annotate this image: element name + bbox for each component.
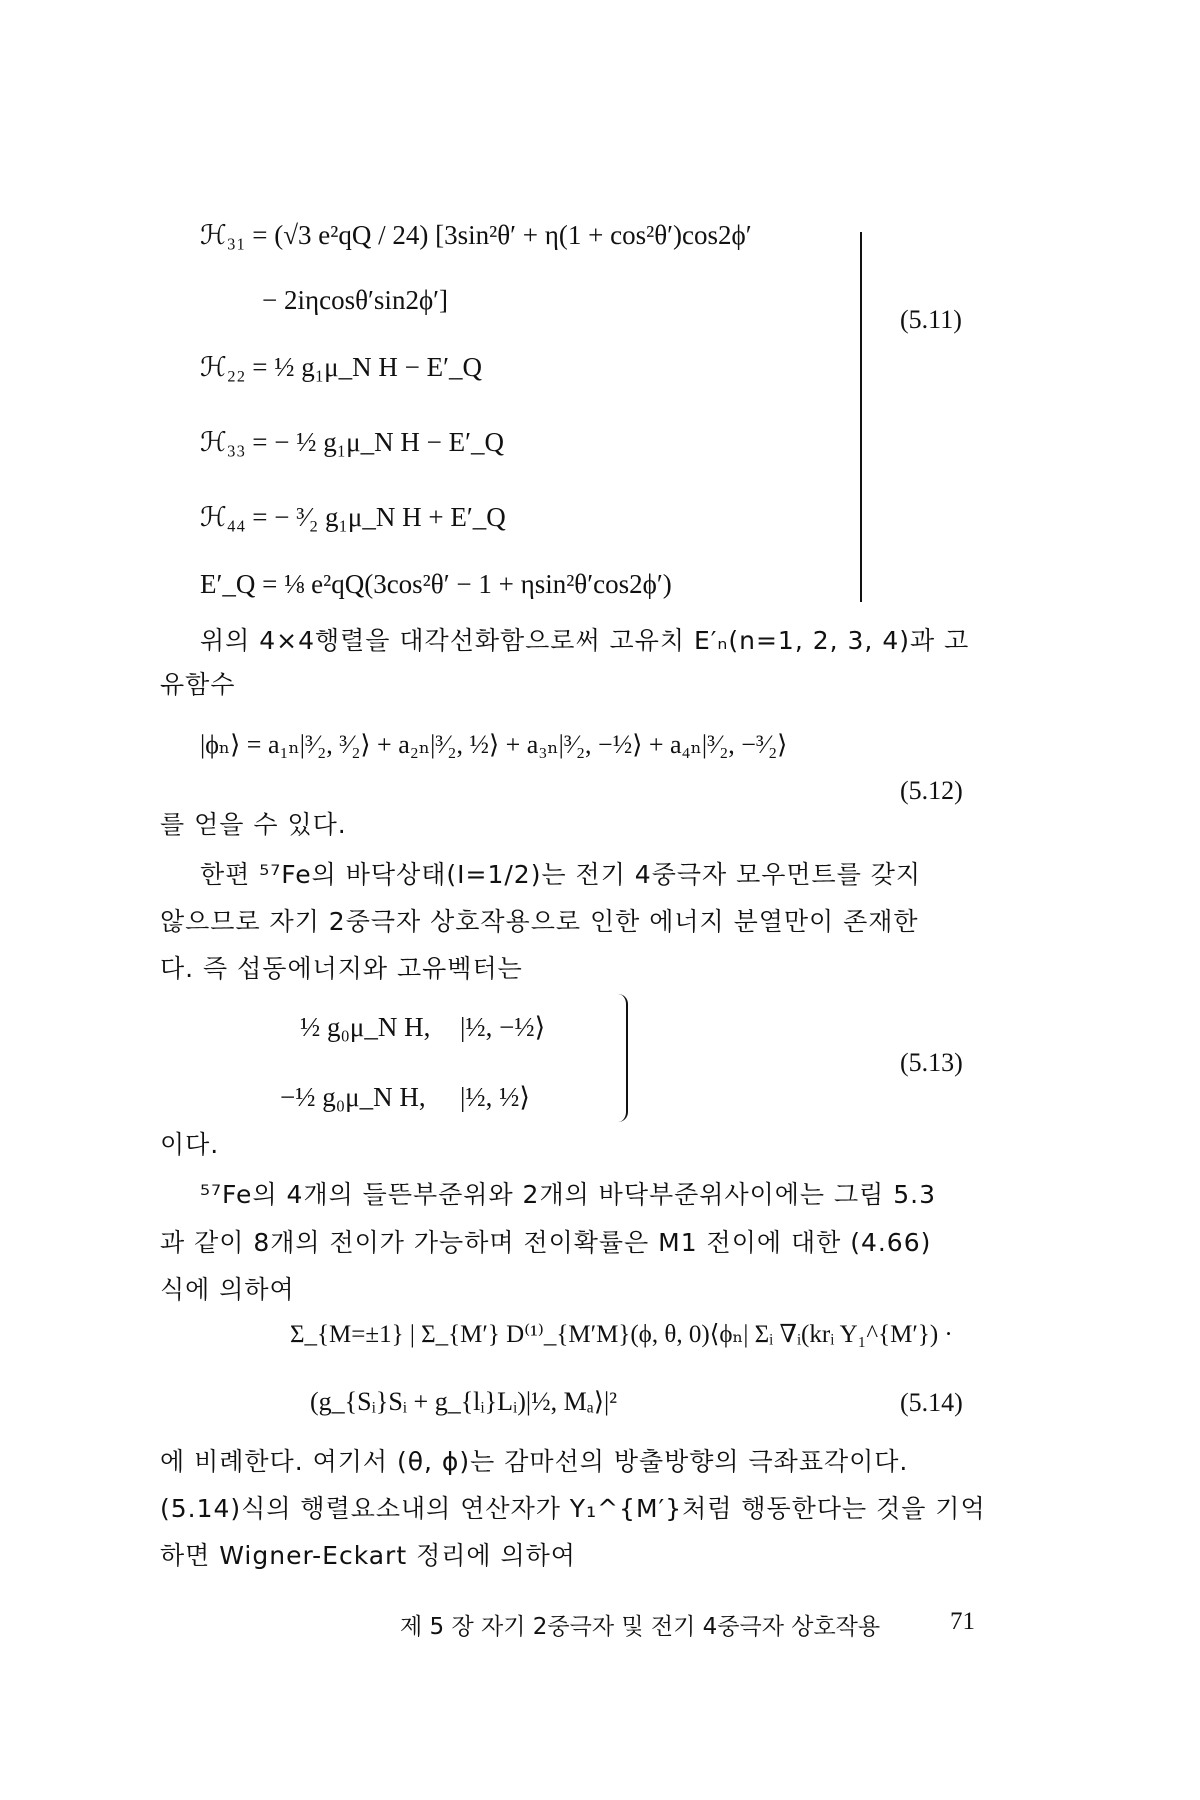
paragraph-6-line-3: 하면 Wigner-Eckart 정리에 의하여 [160, 1541, 576, 1570]
paragraph-5-line-1: ⁵⁷Fe의 4개의 들뜬부준위와 2개의 바닥부준위사이에는 그림 5.3 [200, 1180, 936, 1209]
paragraph-4-line-1: 이다. [160, 1130, 220, 1159]
paragraph-1-line-2: 유함수 [160, 670, 236, 699]
equation-513-row2-energy: −½ g₀μ_N H, [280, 1082, 426, 1112]
brace-513 [612, 994, 628, 1122]
equation-number-511: (5.11) [900, 305, 962, 334]
equation-eq-energy: E′_Q = ⅛ e²qQ(3cos²θ′ − 1 + ηsin²θ′cos2ϕ′) [200, 569, 672, 599]
page-number: 71 [950, 1608, 975, 1635]
equation-514-line2: (g_{Sᵢ}Sᵢ + g_{lᵢ}Lᵢ)|½, Mₐ⟩|² [310, 1387, 618, 1416]
paragraph-3-line-3: 다. 즉 섭동에너지와 고유벡터는 [160, 954, 523, 983]
paragraph-1-line-1: 위의 4×4행렬을 대각선화함으로써 고유치 E′ₙ(n=1, 2, 3, 4)과 고 [200, 626, 970, 655]
equation-513-row1-state: |½, −½⟩ [460, 1012, 546, 1042]
paragraph-5-line-3: 식에 의하여 [160, 1275, 295, 1304]
paragraph-2-line-1: 를 얻을 수 있다. [160, 810, 347, 839]
equation-513-row1-energy: ½ g₀μ_N H, [300, 1012, 431, 1042]
paragraph-6-line-2: (5.14)식의 행렬요소내의 연산자가 Y₁^{M′}처럼 행동한다는 것을 기억 [160, 1494, 986, 1523]
equation-h31-line1: ℋ₃₁ = (√3 e²qQ / 24) [3sin²θ′ + η(1 + cos²θ′)cos2ϕ′ [200, 220, 752, 250]
paragraph-3-line-1: 한편 ⁵⁷Fe의 바닥상태(I=1/2)는 전기 4중극자 모우먼트를 갖지 [200, 860, 922, 889]
equation-h44: ℋ₄₄ = − ³⁄₂ g₁μ_N H + E′_Q [200, 502, 506, 532]
equation-512: |ϕₙ⟩ = a₁ₙ|³⁄₂, ³⁄₂⟩ + a₂ₙ|³⁄₂, ½⟩ + a₃ₙ|³⁄₂, −½⟩ + a₄ₙ|³⁄₂, −³⁄₂⟩ [200, 730, 788, 759]
paragraph-6-line-1: 에 비례한다. 여기서 (θ, ϕ)는 감마선의 방출방향의 극좌표각이다. [160, 1447, 909, 1476]
equation-h22: ℋ₂₂ = ½ g₁μ_N H − E′_Q [200, 352, 482, 382]
brace-511 [860, 232, 882, 602]
equation-h31-line2: − 2iηcosθ′sin2ϕ′] [262, 285, 449, 315]
equation-513-row2-state: |½, ½⟩ [460, 1082, 530, 1112]
paragraph-3-line-2: 않으므로 자기 2중극자 상호작용으로 인한 에너지 분열만이 존재한 [160, 907, 919, 936]
equation-number-514: (5.14) [900, 1388, 963, 1417]
equation-number-513: (5.13) [900, 1048, 963, 1077]
equation-514-line1: Σ_{M=±1} | Σ_{M′} D⁽¹⁾_{M′M}(ϕ, θ, 0)⟨ϕₙ| Σᵢ ∇ᵢ(krᵢ Y₁^{M′}) · [290, 1321, 953, 1348]
equation-h33: ℋ₃₃ = − ½ g₁μ_N H − E′_Q [200, 427, 504, 457]
equation-number-512: (5.12) [900, 776, 963, 805]
paragraph-5-line-2: 과 같이 8개의 전이가 가능하며 전이확률은 M1 전이에 대한 (4.66) [160, 1228, 932, 1257]
running-footer-chapter: 제 5 장 자기 2중극자 및 전기 4중극자 상호작용 [400, 1614, 881, 1640]
